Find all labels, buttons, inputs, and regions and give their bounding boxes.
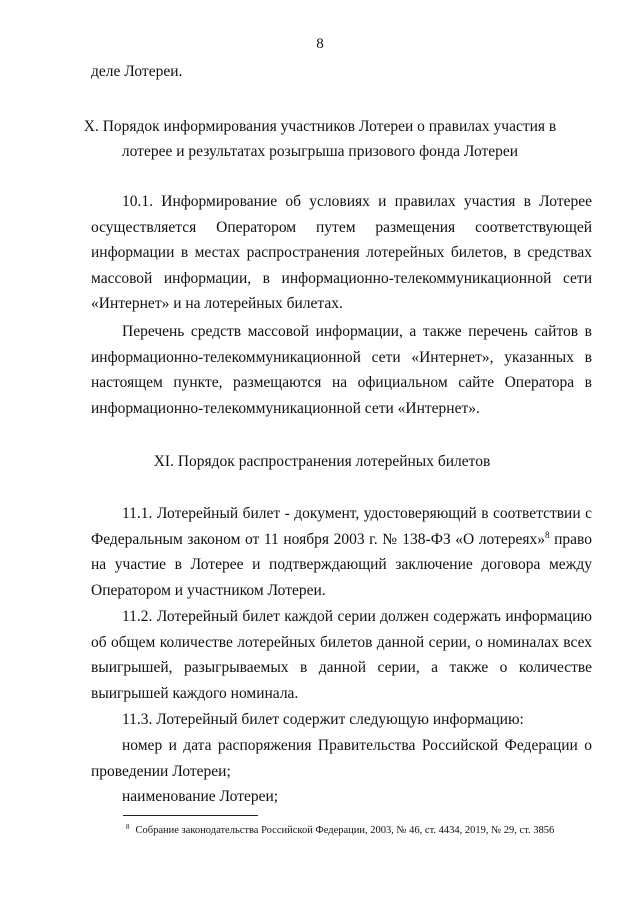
section-11-p1-text-a: 11.1. Лотерейный билет - документ, удостоверяющий в соответствии с Федеральным законом от 11 ноября 2003 г. № 138-ФЗ «О лотереях» [91,505,592,548]
section-10-heading-line-2: лотерее и результатах розыгрыша призового фонда Лотереи [121,143,519,160]
section-10-paragraph-2: Перечень средств массовой информации, а также перечень сайтов в информационно-телекоммуникационной сети «Интернет», указанных в настоящем пункте, размещаются на официальном сайте Оператора в информационно-телекоммуникационной сети «Интернет». [91,323,592,417]
section-10-heading-line-1: X. Порядок информирования участников Лотереи о правилах участия в [83,118,557,135]
footnote-divider [123,815,258,816]
footnote-mark: 8 [126,822,130,831]
footnote-reference-mark: 8 [545,529,550,540]
section-11-paragraph-2: 11.2. Лотерейный билет каждой серии должен содержать информацию об общем количестве лотерейных билетов данной серии, о номиналах всех выигрышей, разыгрываемых в данной серии, а также о количестве выигрышей каждого номинала. [91,608,592,702]
footnote-text: Собрание законодательства Российской Федерации, 2003, № 46, ст. 4434, 2019, № 29, ст. 3856 [135,825,555,836]
section-11-paragraph-5: наименование Лотереи; [122,788,279,805]
section-11-p1-text-b: право на участие в Лотерее и подтверждающий заключение договора между Оператором и участником Лотереи. [91,530,592,599]
section-11-paragraph-1 [91,501,592,603]
section-11-paragraph-3: 11.3. Лотерейный билет содержит следующую информацию: [122,711,524,728]
footnote [126,824,554,838]
page-number: 8 [316,36,324,52]
section-11-heading: XI. Порядок распространения лотерейных билетов [153,453,491,470]
section-10-paragraph-1: 10.1. Информирование об условиях и правилах участия в Лотерее осуществляется Оператором путем размещения соответствующей информации в местах распространения лотерейных билетов, в средствах массовой информации, в информационно-телекоммуникационной сети «Интернет» и на лотерейных билетах. [91,193,592,313]
intro-tail-text: деле Лотереи. [91,63,183,80]
section-11-paragraph-4: номер и дата распоряжения Правительства Российской Федерации о проведении Лотереи; [91,737,592,780]
